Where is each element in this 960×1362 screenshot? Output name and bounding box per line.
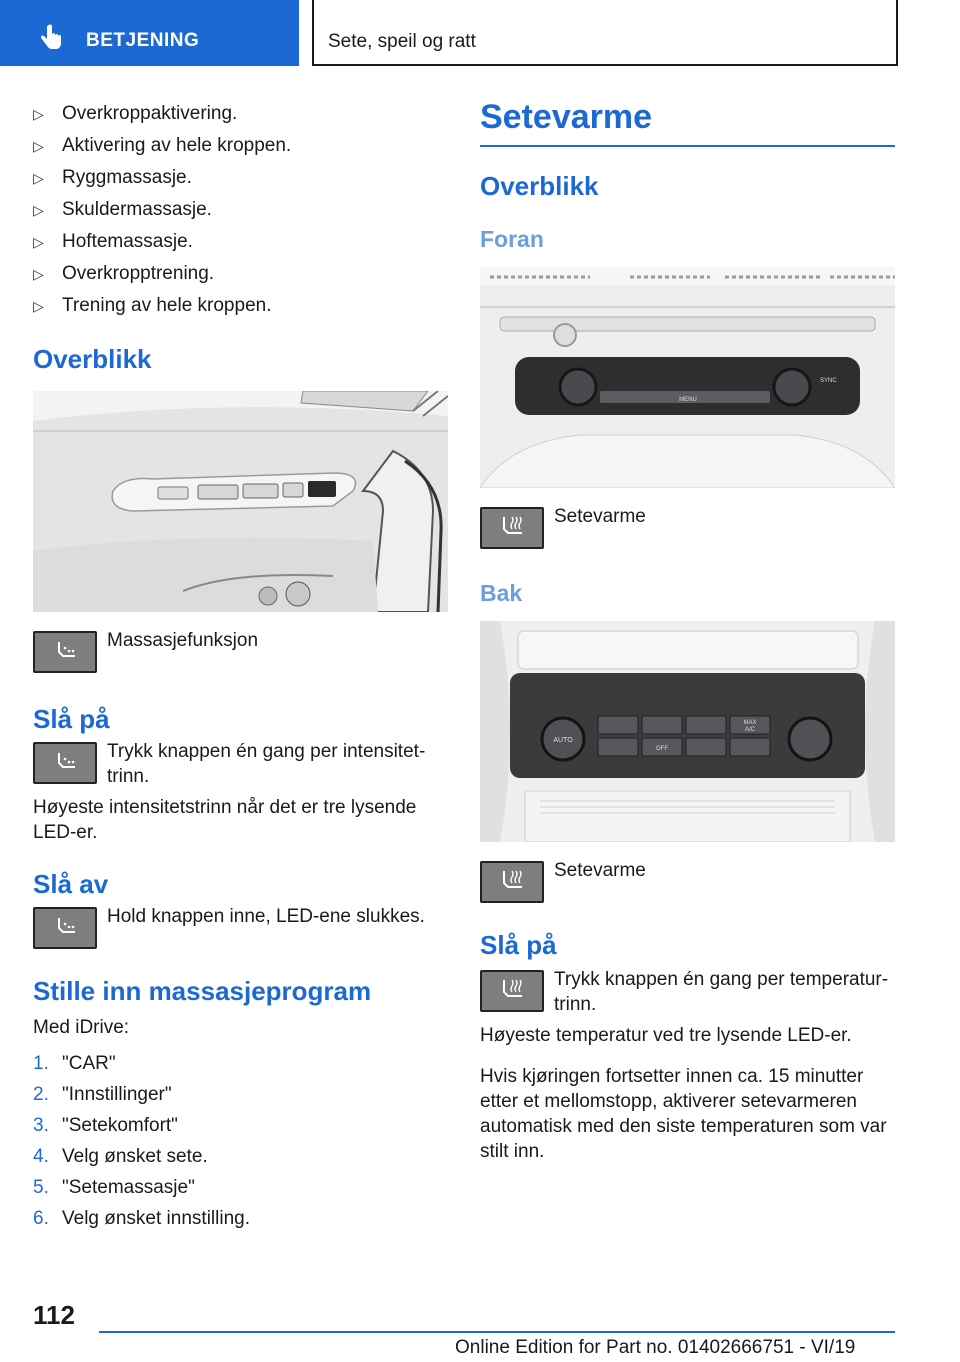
- footer-edition: Online Edition for Part no. 01402666751 - VI/19: [455, 1337, 856, 1358]
- massage-on-note: Høyeste intensitetstrinn når det er tre lysende LED-er.: [33, 797, 417, 843]
- rear-heating-caption-row: [480, 858, 895, 920]
- rear-panel-ac-label: A/C: [744, 727, 756, 733]
- section-title: Setevarme: [480, 98, 653, 136]
- overview-heading: Overblikk: [33, 344, 152, 374]
- massage-off-instruction: Hold knappen inne, LED-ene slukkes.: [107, 906, 425, 927]
- left-column: [33, 98, 448, 1234]
- front-climate-photo: [480, 267, 895, 488]
- heating-on-row: [480, 967, 895, 1019]
- massage-off-heading: Slå av: [33, 869, 109, 899]
- seat-heating-icon: [480, 861, 544, 903]
- heating-overview-heading: Overblikk: [480, 171, 599, 201]
- massage-off-row: [33, 904, 448, 966]
- program-steps: [33, 1048, 448, 1234]
- rear-climate-photo: [480, 621, 895, 842]
- right-column: [480, 98, 895, 1164]
- front-heating-caption-row: [480, 504, 895, 566]
- seat-heating-icon: [480, 507, 544, 549]
- list-item: 3. "Setekomfort": [33, 1115, 178, 1136]
- front-heading: Foran: [480, 226, 544, 252]
- triangle-right-icon: ▷: [33, 234, 44, 250]
- triangle-right-icon: ▷: [33, 106, 44, 122]
- chapter-title: Sete, speil og ratt: [328, 31, 476, 52]
- heating-on-instruction: Trykk knappen én gang per temperaturtrinn.: [554, 969, 889, 1015]
- seat-heating-icon: [480, 970, 544, 1012]
- list-item: ▷ Trening av hele kroppen.: [33, 290, 448, 322]
- hand-pointer-icon: [38, 24, 64, 52]
- triangle-right-icon: ▷: [33, 202, 44, 218]
- list-item: 4. Velg ønsket sete.: [33, 1146, 208, 1167]
- massage-caption: Massasjefunksjon: [107, 630, 259, 651]
- door-massage-photo: [33, 391, 448, 612]
- seat-massage-icon: [33, 742, 97, 784]
- heating-on-note: Høyeste temperatur ved tre lysende LED-er.: [480, 1025, 852, 1046]
- list-item: ▷ Overkropptrening.: [33, 258, 448, 290]
- triangle-right-icon: ▷: [33, 266, 44, 282]
- list-item: 2. "Innstillinger": [33, 1084, 172, 1105]
- massage-on-heading: Slå på: [33, 704, 110, 734]
- section-tab[interactable]: [0, 0, 299, 66]
- list-item: 5. "Setemassasje": [33, 1177, 195, 1198]
- seat-massage-icon: [33, 907, 97, 949]
- list-item: ▷ Ryggmassasje.: [33, 162, 448, 194]
- triangle-right-icon: ▷: [33, 170, 44, 186]
- triangle-right-icon: ▷: [33, 298, 44, 314]
- front-panel-menu-label: MENU: [679, 397, 697, 403]
- list-item: ▷ Aktivering av hele kroppen.: [33, 130, 448, 162]
- rear-heating-caption: Setevarme: [554, 860, 646, 881]
- front-panel-sync-label: SYNC: [820, 378, 837, 384]
- heating-on-heading: Slå på: [480, 930, 557, 960]
- page-number: 112: [33, 1300, 75, 1330]
- footer-rule: [99, 1331, 895, 1333]
- massage-on-row: [33, 739, 448, 791]
- seat-massage-icon: [33, 631, 97, 673]
- list-item: 6. Velg ønsket innstilling.: [33, 1208, 250, 1229]
- front-heating-caption: Setevarme: [554, 506, 646, 527]
- title-rule: [480, 145, 895, 147]
- rear-panel-max-label: MAX: [743, 720, 757, 726]
- rear-heading: Bak: [480, 580, 523, 606]
- triangle-right-icon: ▷: [33, 138, 44, 154]
- rear-panel-auto-label: AUTO: [553, 737, 573, 744]
- list-item: ▷ Overkroppaktivering.: [33, 98, 448, 130]
- massage-caption-row: [33, 628, 448, 690]
- massage-program-list: [33, 98, 448, 322]
- chapter-box: [312, 0, 898, 66]
- section-label: BETJENING: [86, 30, 200, 51]
- list-item: ▷ Skuldermassasje.: [33, 194, 448, 226]
- list-item: ▷ Hoftemassasje.: [33, 226, 448, 258]
- heating-restart-note: Hvis kjøringen fortsetter innen ca. 15 minutter etter et mellomstopp, aktiverer setevarmeren automatisk med den siste temperaturen som var stilt inn.: [480, 1066, 887, 1162]
- program-heading: Stille inn massasjeprogram: [33, 976, 372, 1006]
- program-intro: Med iDrive:: [33, 1017, 130, 1038]
- list-item: 1. "CAR": [33, 1053, 116, 1074]
- rear-panel-off-label: OFF: [656, 746, 668, 752]
- massage-on-instruction: Trykk knappen én gang per intensitettrinn.: [107, 741, 426, 787]
